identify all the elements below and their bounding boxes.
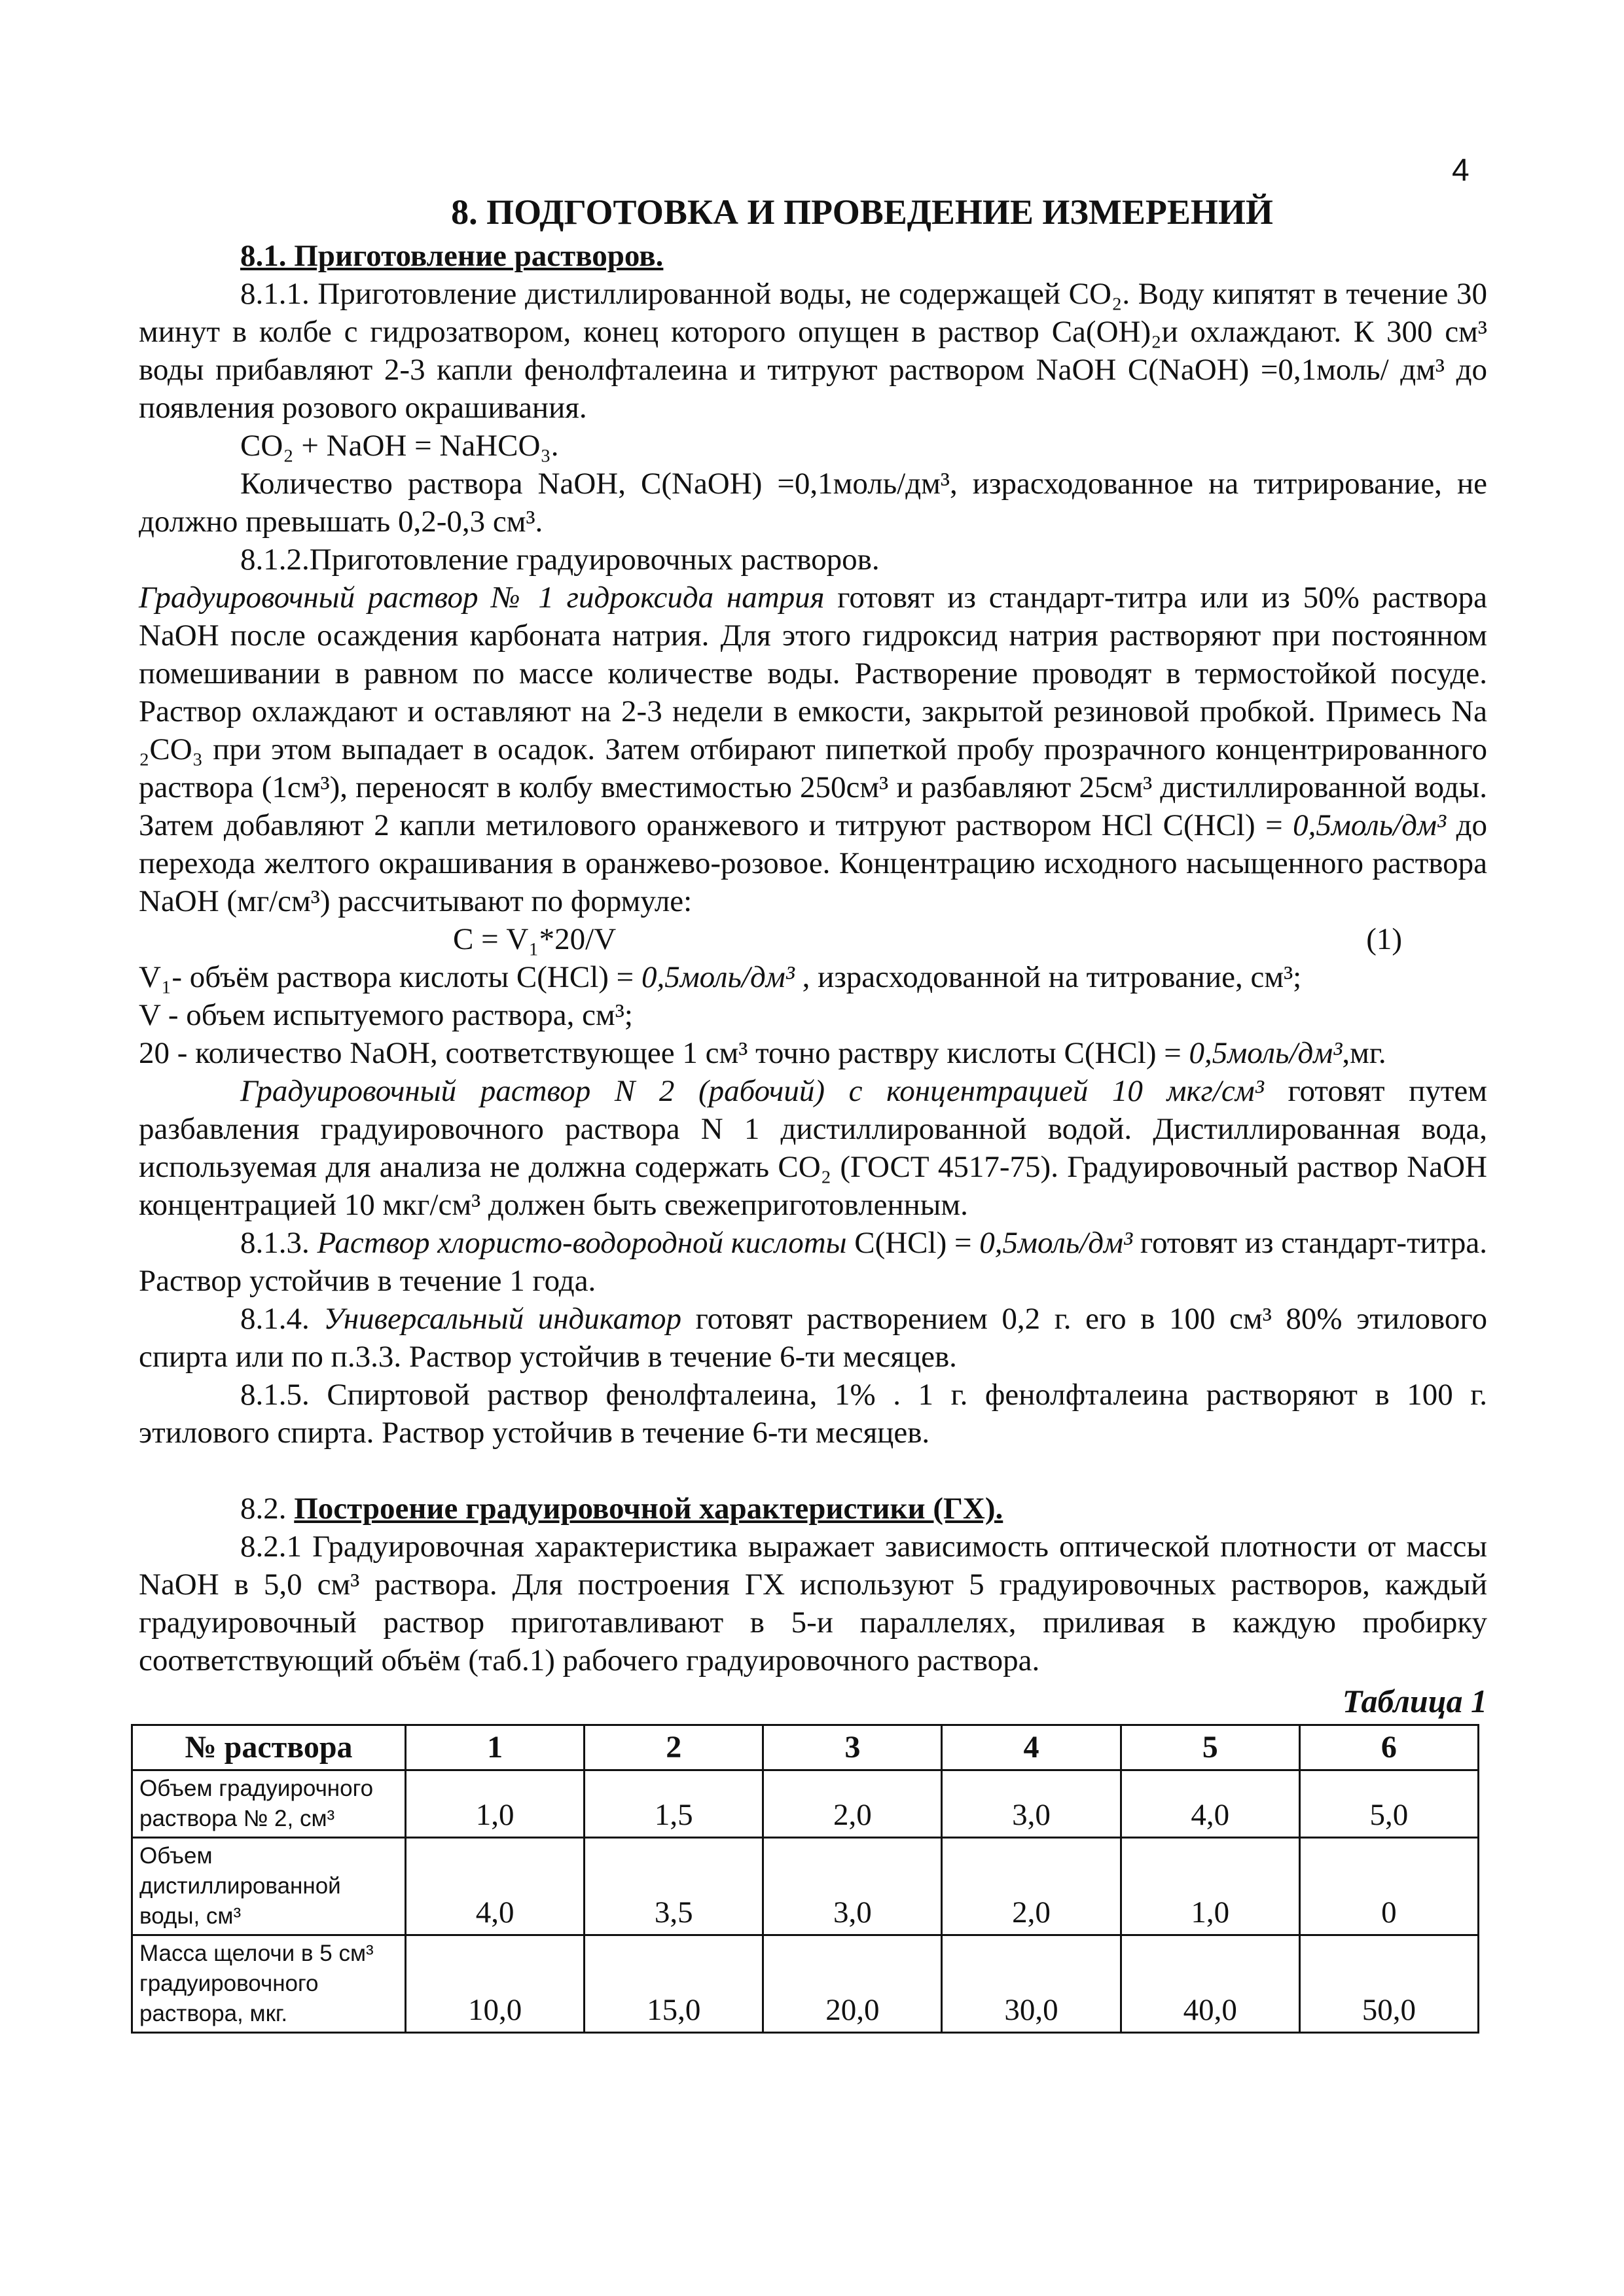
- table-header-row: [132, 1725, 1479, 1770]
- formula-number: (1): [1366, 922, 1402, 956]
- p813-concentration: 0,5моль/дм³: [979, 1226, 1133, 1260]
- table-cell: 20,0: [763, 1935, 942, 2033]
- definition-v: V - объем испытуемого раствора, см³;: [139, 998, 633, 1032]
- reaction-equation: СО₂ + NaOH = NaНСО₃.: [240, 429, 559, 463]
- section-heading: 8. ПОДГОТОВКА И ПРОВЕДЕНИЕ ИЗМЕРЕНИЙ: [451, 192, 1273, 232]
- table-cell: 0: [1299, 1838, 1478, 1935]
- table-cell: 3,0: [942, 1770, 1121, 1838]
- paragraph-8-1-5: 8.1.5. Спиртовой раствор фенолфталеина, 1% . 1 г. фенолфталеина растворяют в 100 г. этилового спирта. Раствор устойчив в течение 6-ти месяцев.: [139, 1378, 1487, 1450]
- p813-text-b: готовят из стандарт-титра. Раствор устойчив в течение 1 года.: [139, 1226, 1487, 1298]
- table-caption: Таблица 1: [1342, 1683, 1487, 1719]
- solution-1-text-a: готовят из стандарт-титра или из 50% раствора NaOH после осаждения карбоната натрия. Для этого гидроксид натрия растворяют при постоянном помешивании в равном по массе количестве воды. Растворение проводят в термостойкой посуде. Раствор охлаждают и оставляют на 2-3 недели в емкости, закрытой резиновой пробкой. Примесь Na ₂СО₃ при этом выпадает в осадок. Затем отбирают пипеткой пробу прозрачного концентрированного раствора (1см³), переносят в колбу вместимостью 250см³ и разбавляют 25см³ дистиллированной воды. Затем добавляют 2 капли метилового оранжевого и титруют раствором НСl С(НСl) =: [139, 581, 1488, 842]
- paragraph-solution-1: [139, 579, 1487, 920]
- subsection-title-8-2: [139, 1490, 1487, 1528]
- definition-v1-text-b: , израсходованной на титрование, см³;: [794, 960, 1302, 994]
- table-cell: 2,0: [763, 1770, 942, 1838]
- table-row-label: Объем градуирочного раствора № 2, см³: [132, 1770, 406, 1838]
- paragraph-8-1-3: [139, 1224, 1487, 1300]
- table-row: [132, 1770, 1479, 1838]
- table-cell: 40,0: [1121, 1935, 1299, 2033]
- p814-text: готовят растворением 0,2 г. его в 100 см³ 80% этилового спирта или по п.3.3. Раствор устойчив в течение 6-ти месяцев.: [139, 1302, 1487, 1374]
- table-row-label: Масса щелочи в 5 см³ градуировочного раствора, мкг.: [132, 1935, 406, 2033]
- formula-1: [139, 920, 1487, 958]
- subsection-8-2-title: Построение градуировочной характеристики (ГХ).: [294, 1492, 1003, 1526]
- definition-20-text-a: 20 - количество NaOH, соответствующее 1 см³ точно раствру кислоты С(НСl) =: [139, 1036, 1189, 1070]
- table-row: [132, 1935, 1479, 2033]
- subsection-8-2-number: 8.2.: [240, 1492, 295, 1526]
- paragraph-solution-2: [139, 1072, 1487, 1224]
- document-body: [139, 191, 1487, 2034]
- formula-expression: С = V₁*20/V: [453, 922, 617, 956]
- paragraph-naoh-amount: Количество раствора NaOH, С(NaOH) =0,1моль/дм³, израсходованное на титрирование, не должно превышать 0,2-0,3 см³.: [139, 467, 1487, 539]
- table-cell: 50,0: [1299, 1935, 1478, 2033]
- definition-20-text-b: ,мг.: [1342, 1036, 1386, 1070]
- table-header-cell: № раствора: [132, 1725, 406, 1770]
- table-cell: 2,0: [942, 1838, 1121, 1935]
- definition-20: [139, 1034, 1487, 1072]
- paragraph-8-2-1: 8.2.1 Градуировочная характеристика выражает зависимость оптической плотности от массы NaOH в 5,0 см³ раствора. Для построения ГХ используют 5 градуировочных растворов, каждый градуировочный раствор приготавливают в 5-и параллелях, приливая в каждую пробирку соответствующий объём (таб.1) рабочего градуировочного раствора.: [139, 1530, 1487, 1677]
- table-cell: 1,5: [585, 1770, 763, 1838]
- page-number: 4: [1452, 153, 1470, 188]
- table-cell: 3,5: [585, 1838, 763, 1935]
- calibration-table: [131, 1724, 1479, 2034]
- subsection-title-8-1-text: 8.1. Приготовление растворов.: [240, 239, 664, 273]
- solution-2-text: готовят путем разбавления градуировочного раствора N 1 дистиллированной водой. Дистиллированная вода, используемая для анализа не должна содержать СО₂ (ГОСТ 4517-75). Градуировочный раствор NaOH концентрацией 10 мкг/см³ должен быть свежеприготовленным.: [139, 1074, 1487, 1222]
- solution-1-concentration: 0,5моль/дм³: [1293, 808, 1447, 842]
- table-header-cell: 4: [942, 1725, 1121, 1770]
- definition-20-concentration: 0,5моль/дм³: [1189, 1036, 1343, 1070]
- table-header-cell: 3: [763, 1725, 942, 1770]
- table-row: [132, 1838, 1479, 1935]
- table-cell: 4,0: [406, 1838, 585, 1935]
- table-header-cell: 1: [406, 1725, 585, 1770]
- definition-v1-text-a: V₁- объём раствора кислоты С(НСl) =: [139, 960, 641, 994]
- table-cell: 15,0: [585, 1935, 763, 2033]
- table-cell: 10,0: [406, 1935, 585, 2033]
- table-header-cell: 2: [585, 1725, 763, 1770]
- table-row-label: Объем дистиллированной воды, см³: [132, 1838, 406, 1935]
- spacer: [139, 1452, 1487, 1490]
- paragraph-8-1-4: [139, 1300, 1487, 1376]
- table-cell: 1,0: [1121, 1838, 1299, 1935]
- table-cell: 1,0: [406, 1770, 585, 1838]
- solution-2-name: Градуировочный раствор N 2 (рабочий) с концентрацией 10 мкг/см³: [240, 1074, 1264, 1108]
- table-cell: 3,0: [763, 1838, 942, 1935]
- p813-acid-name: Раствор хлористо-водородной кислоты: [317, 1226, 847, 1260]
- definition-v1-concentration: 0,5моль/дм³: [641, 960, 795, 994]
- solution-1-name: Градуировочный раствор № 1 гидроксида натрия: [139, 581, 825, 615]
- subsection-title-8-1: [139, 237, 1487, 275]
- p814-indicator-name: Универсальный индикатор: [323, 1302, 682, 1336]
- p814-number: 8.1.4.: [240, 1302, 324, 1336]
- p813-number: 8.1.3.: [240, 1226, 317, 1260]
- table-cell: 4,0: [1121, 1770, 1299, 1838]
- p813-text-a: С(НСl) =: [846, 1226, 980, 1260]
- paragraph-8-1-2-title: 8.1.2.Приготовление градуировочных растворов.: [240, 543, 880, 577]
- table-cell: 30,0: [942, 1935, 1121, 2033]
- table-header-cell: 5: [1121, 1725, 1299, 1770]
- table-header-cell: 6: [1299, 1725, 1478, 1770]
- definition-v1: [139, 958, 1487, 996]
- solution-1-text-b: до перехода желтого окрашивания в оранжево-розовое. Концентрацию исходного насыщенного раствора NaOH (мг/см³) рассчитывают по формуле:: [139, 808, 1487, 918]
- paragraph-8-1-1: 8.1.1. Приготовление дистиллированной воды, не содержащей СО₂. Воду кипятят в течение 30 минут в колбе с гидрозатвором, конец которого опущен в раствор Са(ОН)₂и охлаждают. К 300 см³ воды прибавляют 2-3 капли фенолфталеина и титруют раствором NaOH С(NaOH) =0,1моль/ дм³ до появления розового окрашивания.: [139, 277, 1487, 425]
- table-cell: 5,0: [1299, 1770, 1478, 1838]
